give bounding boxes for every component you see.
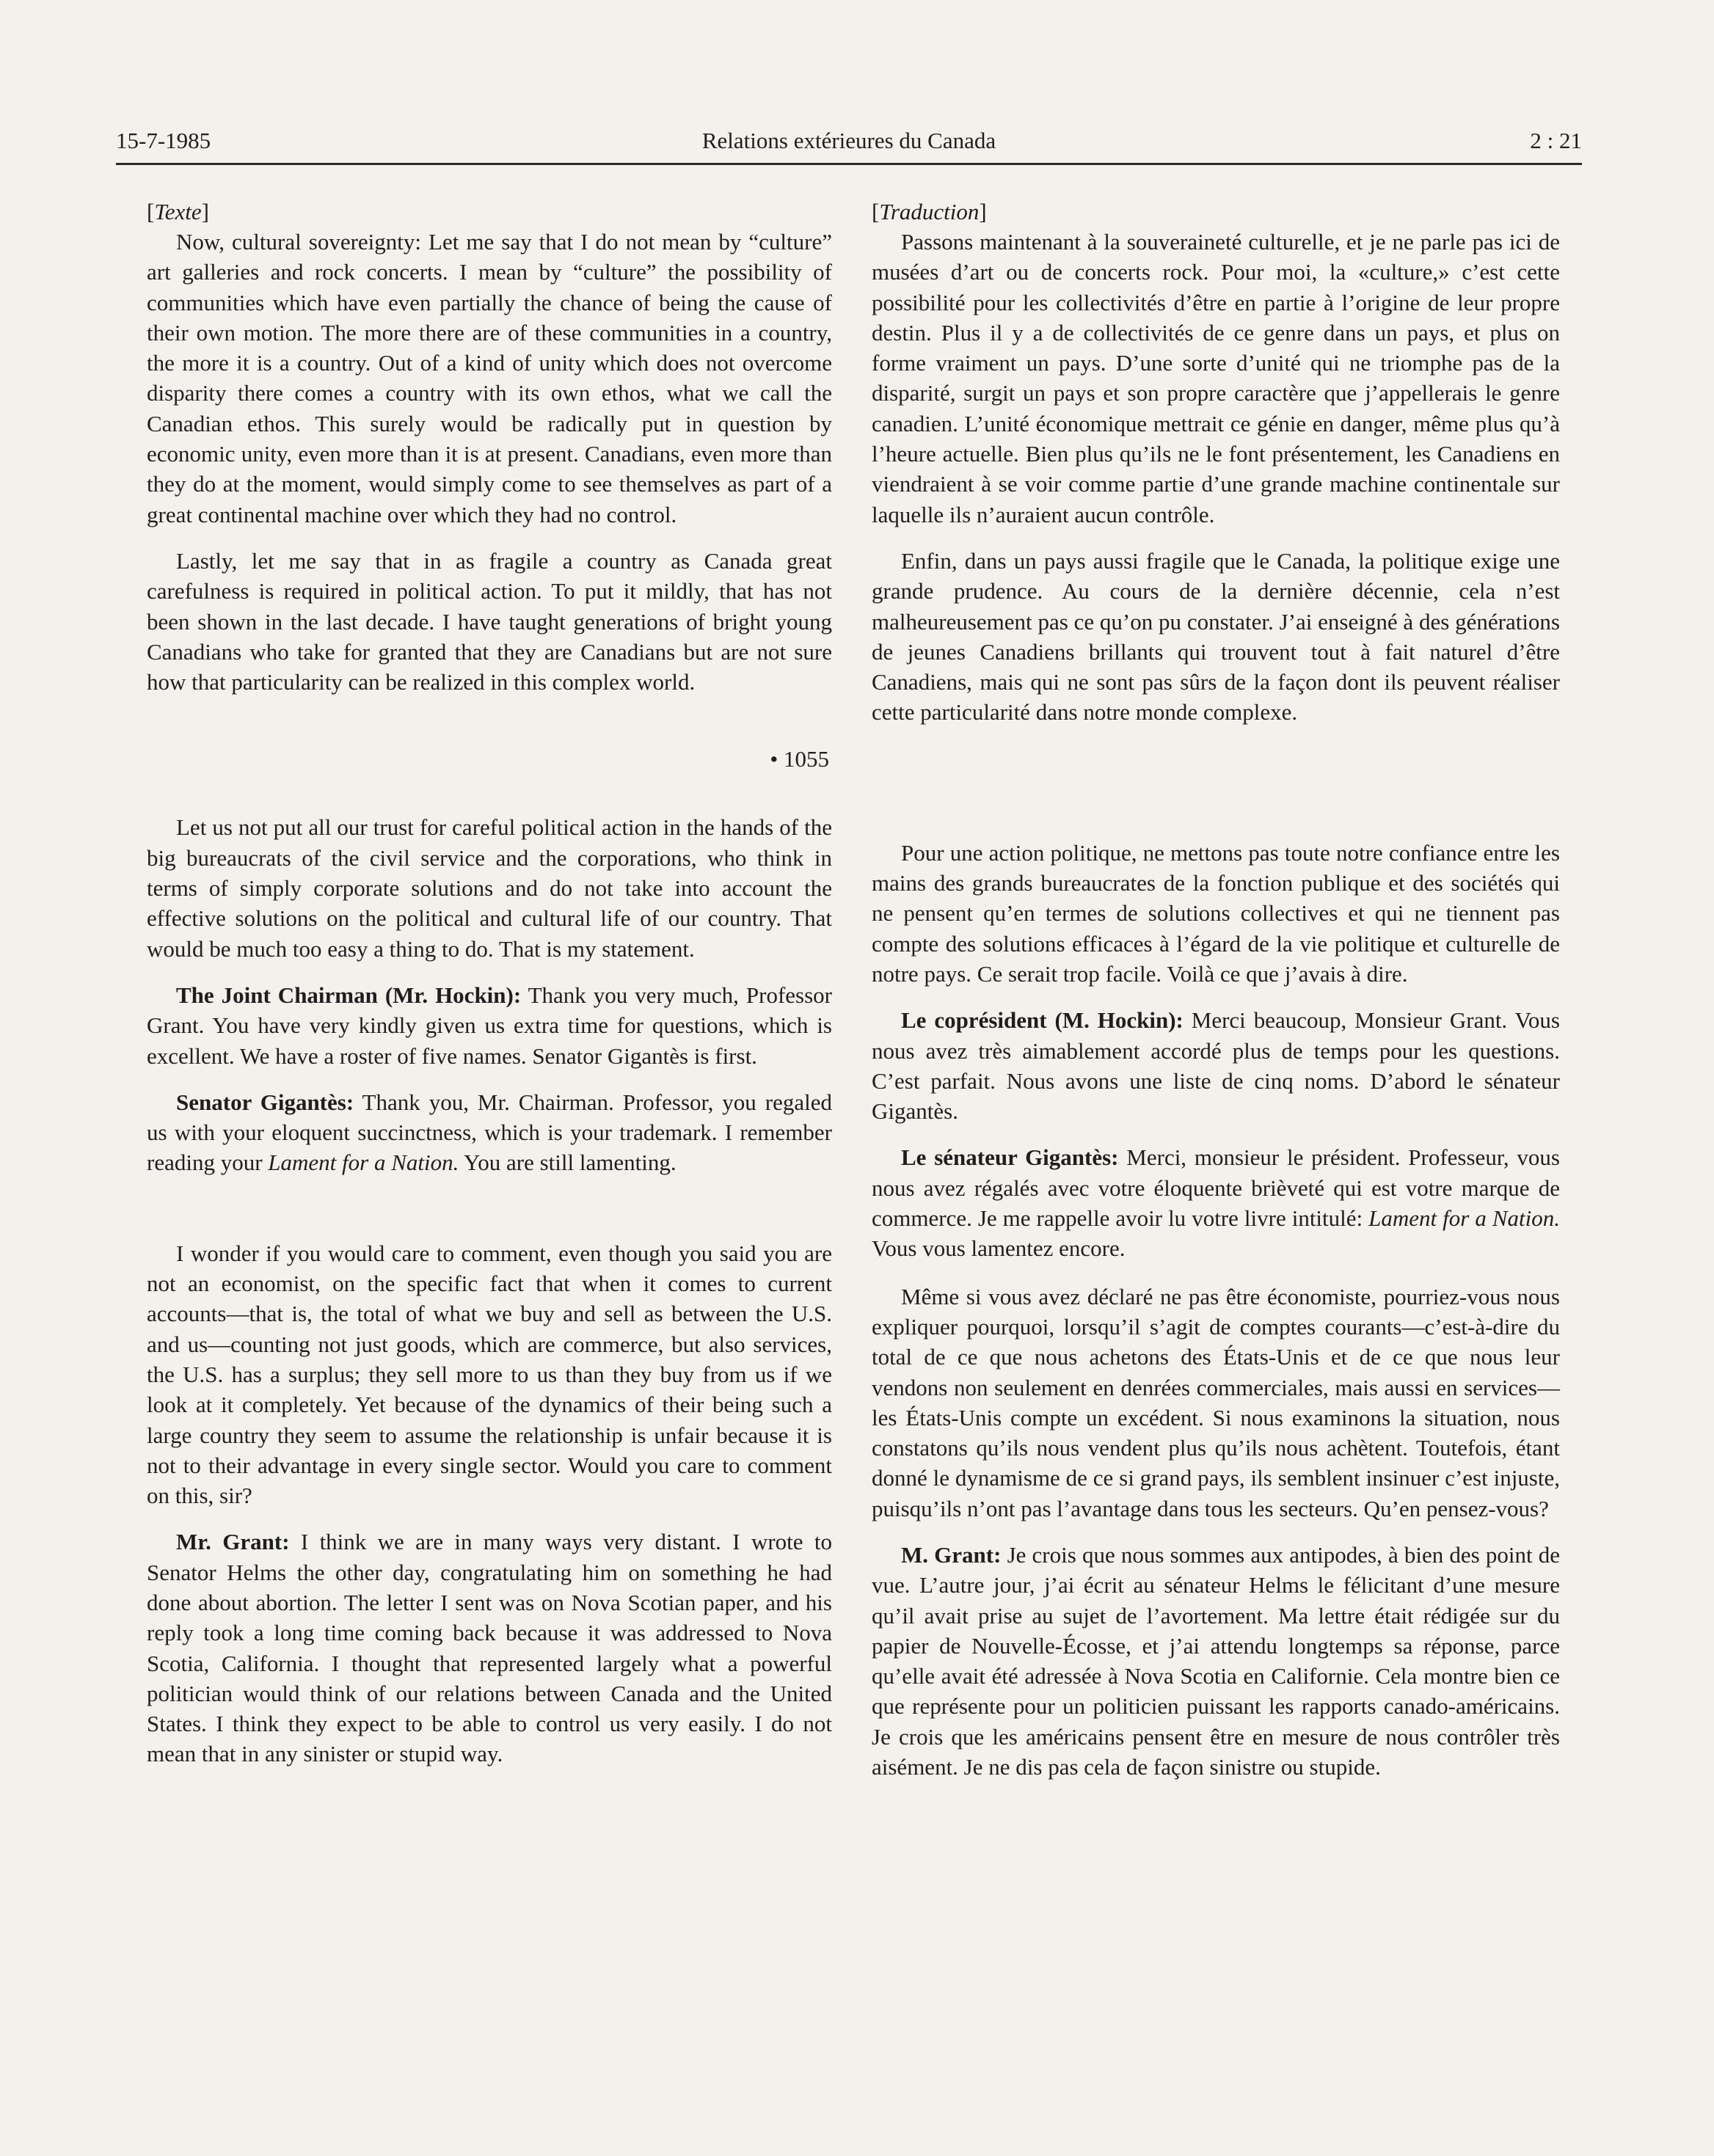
speaker-paragraph: M. Grant: Je crois que nous sommes aux antipodes, à bien des point de vue. L’autre jour, j’ai écrit au sénateur Helms le félicitant d’une mesure qu’il avait prise au sujet de l’avortement. Ma lettre était rédigée sur du papier de Nouvelle-Écosse, et j’ai attendu longtemps sa réponse, parce qu’elle avait été adressée à Nova Scotia en Californie. Cela montre bien ce que représente pour un politicien puissant les rapports canado-américains. Je crois que les américains pensent être en mesure de nous contrôler très aisément. Je ne dis pas cela de façon sinistre ou stupide. bbox=[872, 1541, 1560, 1780]
paragraph: I wonder if you would care to comment, even though you said you are not an economist, on the specific fact that when it comes to current accounts—that is, the total of what we buy and sell as between the U.S. and us—counting not just goods, which are commerce, but also services, the U.S. has a surplus; they sell more to us than they buy from us if we look at it completely. Yet because of the dynamics of their being such a large country they seem to assume the relationship is unfair because it is not to their advantage in every single sector. Would you care to comment on this, sir? bbox=[147, 1240, 832, 1509]
paragraph: Lastly, let me say that in as fragile a country as Canada great carefulness is required in political action. To put it mildly, that has not been shown in the last decade. I have taught generations of bright young Canadians who take for granted that they are Canadians but are not sure how that particularity can be realized in this complex world. bbox=[147, 547, 832, 695]
book-title: Lament for a Nation. bbox=[268, 1150, 459, 1176]
paragraph: Même si vous avez déclaré ne pas être économiste, pourriez-vous nous expliquer pourquoi, lorsqu’il s’agit de comptes courants—c’est-à-dire du total de ce que nous achetons des États-Unis et de ce que nous leur vendons non seulement en denrées commerciales, mais aussi en services—les États-Unis compte un excédent. Si nous examinons la situation, nous constatons qu’ils nous vendent plus qu’ils nous achètent. Toutefois, étant donné le dynamisme de ce si grand pays, ils semblent insinuer c’est injuste, puisqu’ils n’ont pas l’avantage dans tous les secteurs. Qu’en pensez-vous? bbox=[872, 1283, 1560, 1521]
speaker-paragraph: Senator Gigantès: Thank you, Mr. Chairman. Professor, you regaled us with your eloquent succinctness, which is your trademark. I remember reading your Lament for a Nation. You are still lamenting. bbox=[147, 1089, 832, 1176]
section-tag: [Traduction] bbox=[872, 199, 987, 224]
paragraph: Let us not put all our trust for careful political action in the hands of the big bureaucrats of the civil service and the corporations, who think in terms of simply corporate solutions and do not take into account the effective solutions on the political and cultural life of our country. That would be much too easy a thing to do. That is my statement. bbox=[147, 814, 832, 962]
paragraph: Enfin, dans un pays aussi fragile que le Canada, la politique exige une grande prudence. Au cours de la dernière décennie, cela n’est malheureusement pas ce qu’on pu constater. J’ai enseigné à des générations de jeunes Canadiens brillants qui trouvent tout à fait naturel d’être Canadiens, mais qui ne sont pas sûrs de la façon dont ils peuvent réaliser cette particularité dans notre monde complexe. bbox=[872, 547, 1560, 726]
header-page-number: 2 : 21 bbox=[1530, 128, 1582, 153]
header-rule bbox=[116, 163, 1582, 165]
paragraph: Passons maintenant à la souveraineté culturelle, et je ne parle pas ici de musées d’art ou de concerts rock. Pour moi, la «culture,» c’est cette possibilité pour les collectivités d’être en partie à l’origine de leur propre destin. Plus il y a de collectivités de ce genre dans un pays, et plus on forme vraiment un pays. D’une sorte d’unité qui ne triomphe pas de la disparité, surgit un pays et son propre caractère que j’appellerais le genre canadien. L’unité économique mettrait ce génie en danger, même plus qu’à l’heure actuelle. Bien plus qu’ils ne le font présentement, les Canadiens en viendraient à se voir comme partie d’une grande machine continentale sur laquelle ils n’auraient aucun contrôle. bbox=[872, 229, 1560, 527]
speaker-paragraph: Le sénateur Gigantès: Merci, monsieur le président. Professeur, vous nous avez régalés avec votre éloquente brièveté qui est votre marque de commerce. Je me rappelle avoir lu votre livre intitulé: Lament for a Nation. Vous vous lamentez encore. bbox=[872, 1144, 1560, 1262]
speaker-name: Mr. Grant: bbox=[176, 1529, 290, 1555]
english-column bbox=[147, 197, 832, 1769]
timestamp-marker: • 1055 bbox=[770, 746, 829, 772]
paragraph: Now, cultural sovereignty: Let me say that I do not mean by “culture” art galleries and rock concerts. I mean by “culture” the possibility of communities which have even partially the chance of being the cause of their own motion. The more there are of these communities in a country, the more it is a country. Out of a kind of unity which does not overcome disparity there comes a country with its own ethos, what we call the Canadian ethos. This surely would be radically put in question by economic unity, even more than it is at present. Canadians, even more than they do at the moment, would simply come to see themselves as part of a great continental machine over which they had no control. bbox=[147, 229, 832, 527]
speaker-paragraph: Le coprésident (M. Hockin): Merci beaucoup, Monsieur Grant. Vous nous avez très aimablement accordé plus de temps pour les questions. C’est parfait. Nous avons une liste de cinq noms. D’abord le sénateur Gigantès. bbox=[872, 1007, 1560, 1125]
speaker-name: Senator Gigantès: bbox=[176, 1089, 354, 1115]
speaker-name: The Joint Chairman (Mr. Hockin): bbox=[176, 982, 522, 1008]
header-date: 15-7-1985 bbox=[116, 128, 211, 153]
page-header bbox=[116, 125, 1582, 169]
header-title: Relations extérieures du Canada bbox=[701, 128, 996, 153]
speaker-paragraph: Mr. Grant: I think we are in many ways very distant. I wrote to Senator Helms the other day, congratulating him on something he had done about abortion. The letter I sent was on Nova Scotian paper, and his reply took a long time coming back because it was addressed to Nova Scotia, California. I thought that represented largely what a powerful politician would think of our relations between Canada and the United States. I think they expect to be able to control us very easily. I do not mean that in any sinister or stupid way. bbox=[147, 1529, 833, 1767]
paragraph: Pour une action politique, ne mettons pas toute notre confiance entre les mains des grands bureaucrates de la fonction publique et des sociétés qui ne pensent qu’en termes de solutions collectives et qui ne tiennent pas compte des solutions efficaces à l’égard de la vie politique et culturelle de notre pays. Ce serait trop facile. Voilà ce que j’avais à dire. bbox=[872, 839, 1560, 987]
speaker-name: M. Grant: bbox=[901, 1541, 1002, 1568]
section-tag: [Texte] bbox=[147, 199, 209, 224]
speaker-name: Le sénateur Gigantès: bbox=[901, 1144, 1119, 1171]
speaker-paragraph: The Joint Chairman (Mr. Hockin): Thank you very much, Professor Grant. You have very kindly given us extra time for questions, which is excellent. We have a roster of five names. Senator Gigantès is first. bbox=[147, 982, 833, 1069]
speaker-name: Le coprésident (M. Hockin): bbox=[901, 1007, 1184, 1034]
book-title: Lament for a Nation. bbox=[1368, 1205, 1560, 1232]
french-column bbox=[872, 197, 1560, 1782]
